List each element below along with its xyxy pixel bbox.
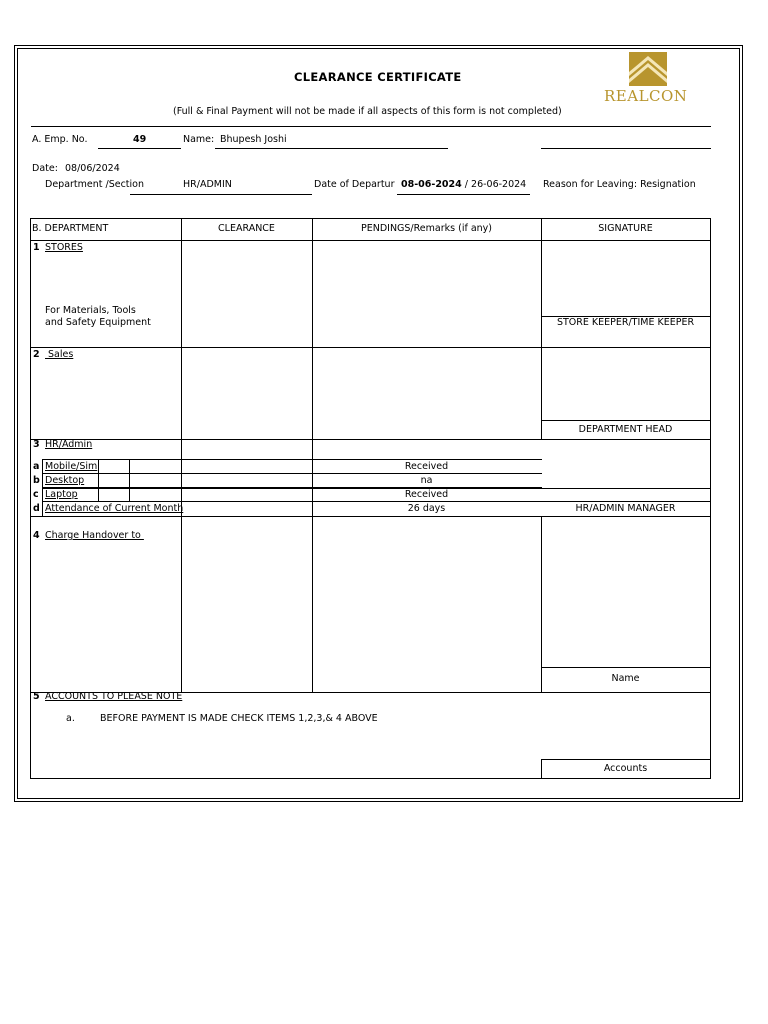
hr-subcol-2 <box>129 459 130 502</box>
stores-signatory: STORE KEEPER/TIME KEEPER <box>556 317 695 328</box>
hr-item-d-remark: 26 days <box>407 503 446 514</box>
hr-item-d-label: Attendance of Current Month <box>45 503 184 514</box>
handover-sign-line <box>541 667 711 668</box>
date-value: 08/06/2024 <box>65 163 120 174</box>
sales-number: 2 <box>33 349 40 360</box>
departure-date-primary: 08-06-2024 <box>401 179 462 190</box>
form-note: (Full & Final Payment will not be made if all aspects of this form is not completed) <box>173 106 562 117</box>
accounts-number: 5 <box>33 691 40 702</box>
sales-sign-line <box>541 420 711 421</box>
col-header-signature: SIGNATURE <box>598 223 653 234</box>
hr-item-c-letter: c <box>33 489 39 500</box>
col-divider-signature-upper <box>541 218 542 440</box>
sales-signatory: DEPARTMENT HEAD <box>578 424 673 435</box>
departure-underline <box>397 194 530 195</box>
department-value: HR/ADMIN <box>183 179 232 190</box>
hr-signatory: HR/ADMIN MANAGER <box>575 503 676 514</box>
realcon-logo-text: REALCON <box>604 87 688 105</box>
name-underline <box>215 148 448 149</box>
table-border-top <box>30 218 711 219</box>
col-divider-signature-lower <box>541 516 542 692</box>
departure-date-secondary: / 26-06-2024 <box>461 179 527 190</box>
stores-desc-line1: For Materials, Tools <box>45 305 136 316</box>
accounts-sign-line <box>541 759 711 760</box>
accounts-item-letter: a. <box>66 713 75 724</box>
stores-desc-line2: and Safety Equipment <box>45 317 151 328</box>
col-divider-pendings <box>312 218 313 692</box>
realcon-logo <box>604 50 690 106</box>
hr-item-a-label: Mobile/Sim <box>45 461 98 472</box>
header-row-bottom <box>30 240 711 241</box>
reason-row <box>543 179 696 190</box>
realcon-logo-mark <box>604 50 690 90</box>
extra-underline <box>541 148 711 149</box>
department-underline <box>130 194 312 195</box>
form-title: CLEARANCE CERTIFICATE <box>294 70 462 84</box>
hr-subcol-1 <box>98 459 99 502</box>
departure-value <box>401 179 526 190</box>
emp-no-label: A. Emp. No. <box>32 134 88 145</box>
department-label: Department /Section <box>45 179 145 190</box>
table-border-bottom <box>30 778 711 779</box>
stores-number: 1 <box>33 242 40 253</box>
hr-row-bottom <box>30 516 711 517</box>
col-header-pendings: PENDINGS/Remarks (if any) <box>360 223 492 234</box>
hr-item-d-top <box>42 501 711 502</box>
table-border-left <box>30 218 31 779</box>
hr-letter-divider <box>42 459 43 516</box>
table-border-right <box>710 218 711 779</box>
hr-label: HR/Admin <box>45 439 93 450</box>
name-label: Name: <box>183 134 215 145</box>
hr-item-b-remark: na <box>420 475 433 486</box>
accounts-signatory: Accounts <box>603 763 648 774</box>
hr-item-b-top <box>42 473 542 474</box>
stores-row-bottom <box>30 347 711 348</box>
accounts-item-text: BEFORE PAYMENT IS MADE CHECK ITEMS 1,2,3,& 4 ABOVE <box>100 713 378 724</box>
name-value: Bhupesh Joshi <box>220 134 287 145</box>
col-header-clearance: CLEARANCE <box>218 223 275 234</box>
hr-item-d-letter: d <box>33 503 40 514</box>
hr-item-a-remark: Received <box>404 461 449 472</box>
date-label: Date: <box>32 163 58 174</box>
col-divider-clearance <box>181 218 182 692</box>
accounts-label: ACCOUNTS TO PLEASE NOTE <box>45 691 183 702</box>
hr-item-c-label: Laptop <box>45 489 78 500</box>
col-header-department: B. DEPARTMENT <box>32 223 109 234</box>
hr-item-c-remark: Received <box>404 489 449 500</box>
reason-label: Reason for Leaving: <box>543 179 638 190</box>
hr-item-b-letter: b <box>33 475 40 486</box>
header-divider <box>31 126 711 127</box>
reason-value: Resignation <box>640 179 696 190</box>
hr-number: 3 <box>33 439 40 450</box>
sales-label: Sales <box>45 349 74 360</box>
handover-number: 4 <box>33 530 40 541</box>
handover-signatory: Name <box>611 673 640 684</box>
hr-item-b-label: Desktop <box>45 475 85 486</box>
sales-row-bottom <box>30 439 711 440</box>
handover-label: Charge Handover to <box>45 530 144 541</box>
emp-no-underline <box>98 148 181 149</box>
emp-no-value: 49 <box>133 134 147 145</box>
departure-label: Date of Departur <box>314 179 395 190</box>
hr-item-a-letter: a <box>33 461 40 472</box>
stores-label: STORES <box>45 242 83 253</box>
hr-item-a-top <box>42 459 542 460</box>
